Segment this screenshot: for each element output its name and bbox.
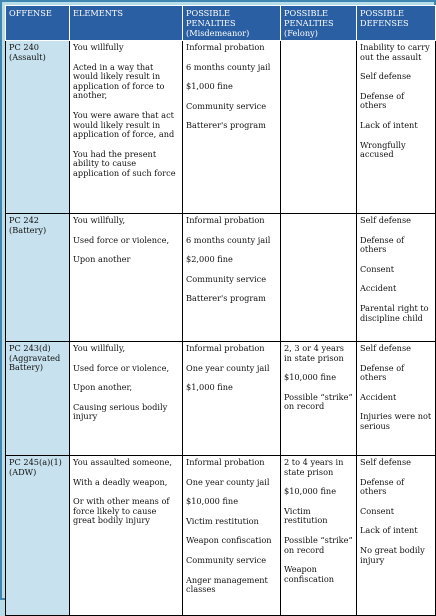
cell-line: Upon another, (73, 382, 133, 393)
cell-line: With a deadly weapon, (73, 476, 168, 487)
elements-cell (70, 214, 183, 342)
cell-line: Informal probation (186, 42, 265, 52)
cell-line: One year county jail (186, 476, 270, 487)
cell-line: No great bodily injury (360, 544, 425, 565)
header-felony-penalties: POSSIBLE PENALTIES (Felony) (281, 6, 357, 41)
cell-line: Injuries were not serious (360, 411, 432, 431)
cell-line: 6 months county jail (186, 234, 271, 245)
felony-cell (281, 41, 357, 214)
cell-line: 6 months county jail (186, 61, 271, 72)
cell-line: Defense of others (360, 234, 405, 255)
cell-line: Lack of intent (360, 119, 418, 130)
cell-line: Acted in a way that would likely result in application of force to another, (73, 61, 165, 101)
cell-line: $10,000 fine (284, 372, 337, 383)
cell-line: $1,000 fine (186, 81, 233, 92)
cell-line: Self defense (360, 215, 411, 225)
felony-cell (281, 342, 357, 456)
cell-line: Used force or violence, (73, 362, 170, 373)
cell-line: Causing serious bodily injury (73, 401, 168, 422)
cell-line: Defense of others (360, 476, 405, 497)
cell-line: One year county jail (186, 362, 270, 373)
misdemeanor-cell (183, 456, 281, 616)
cell-line: You willfully, (73, 215, 126, 225)
defenses-cell (357, 456, 436, 616)
cell-line: Upon another (73, 254, 131, 265)
offense-table (5, 5, 436, 616)
cell-line: 2 to 4 years in state prison (284, 457, 344, 477)
misdemeanor-cell (183, 342, 281, 456)
cell-line: You assaulted someone, (73, 457, 172, 467)
cell-line: Informal probation (186, 343, 265, 353)
cell-line: Informal probation (186, 457, 265, 467)
cell-line: Community service (186, 100, 267, 111)
cell-line: Victim restitution (284, 505, 328, 526)
cell-line: Weapon confiscation (186, 535, 272, 546)
cell-line: You willfully, (73, 343, 126, 353)
cell-line: $2,000 fine (186, 254, 233, 265)
elements-cell (70, 41, 183, 214)
header-elements: ELEMENTS (70, 6, 183, 41)
cell-line: You had the present ability to cause application of such force (73, 148, 176, 178)
misdemeanor-cell (183, 214, 281, 342)
defenses-cell (357, 41, 436, 214)
cell-line: $10,000 fine (284, 486, 337, 497)
cell-line: 2, 3 or 4 years in state prison (284, 343, 344, 363)
cell-line: $10,000 fine (186, 496, 239, 507)
cell-line: Consent (360, 505, 395, 516)
cell-line: You willfully (73, 42, 124, 52)
elements-cell (70, 342, 183, 456)
offense-cell: PC 243(d) (Aggravated Battery) (6, 342, 70, 456)
misdemeanor-cell (183, 41, 281, 214)
defenses-cell (357, 214, 436, 342)
cell-line: Batterer's program (186, 293, 266, 304)
cell-line: Anger management classes (186, 574, 268, 595)
cell-line: Consent (360, 263, 395, 274)
cell-line: Accident (360, 283, 397, 294)
cell-line: Community service (186, 554, 267, 565)
table-row (6, 214, 436, 342)
cell-line: Lack of intent (360, 525, 418, 536)
cell-line: Defense of others (360, 90, 405, 111)
cell-line: Inability to carry out the assault (360, 42, 430, 62)
header-misdemeanor-penalties: POSSIBLE PENALTIES (Misdemeanor) (183, 6, 281, 41)
offense-cell: PC 242 (Battery) (6, 214, 70, 342)
cell-line: Parental right to discipline child (360, 302, 429, 323)
felony-cell (281, 456, 357, 616)
cell-line: Defense of others (360, 362, 405, 383)
table-row (6, 456, 436, 616)
cell-line: Community service (186, 273, 267, 284)
cell-line: Batterer's program (186, 120, 266, 131)
cell-line: Self defense (360, 457, 411, 467)
cell-line: Possible “strike” on record (284, 534, 353, 555)
cell-line: Or with other means of force likely to cause great bodily injury (73, 496, 170, 526)
cell-line: Used force or violence, (73, 234, 170, 245)
header-row (6, 6, 436, 41)
cell-line: Victim restitution (186, 515, 259, 526)
cell-line: Accident (360, 391, 397, 402)
header-defenses: POSSIBLE DEFENSES (357, 6, 436, 41)
cell-line: Weapon confiscation (284, 564, 335, 584)
cell-line: Wrongfully accused (360, 139, 406, 160)
cell-line: $1,000 fine (186, 382, 233, 393)
defenses-cell (357, 342, 436, 456)
table-row (6, 342, 436, 456)
cell-line: You were aware that act would likely result in application of force, and (73, 109, 175, 140)
cell-line: Informal probation (186, 215, 265, 225)
cell-line: Self defense (360, 343, 411, 353)
cell-line: Possible “strike” on record (284, 391, 353, 412)
offense-cell: PC 240 (Assault) (6, 41, 70, 214)
header-offense: OFFENSE (6, 6, 70, 41)
elements-cell (70, 456, 183, 616)
offense-cell: PC 245(a)(1) (ADW) (6, 456, 70, 616)
cell-line: Self defense (360, 71, 411, 82)
felony-cell (281, 214, 357, 342)
table-row (6, 41, 436, 214)
